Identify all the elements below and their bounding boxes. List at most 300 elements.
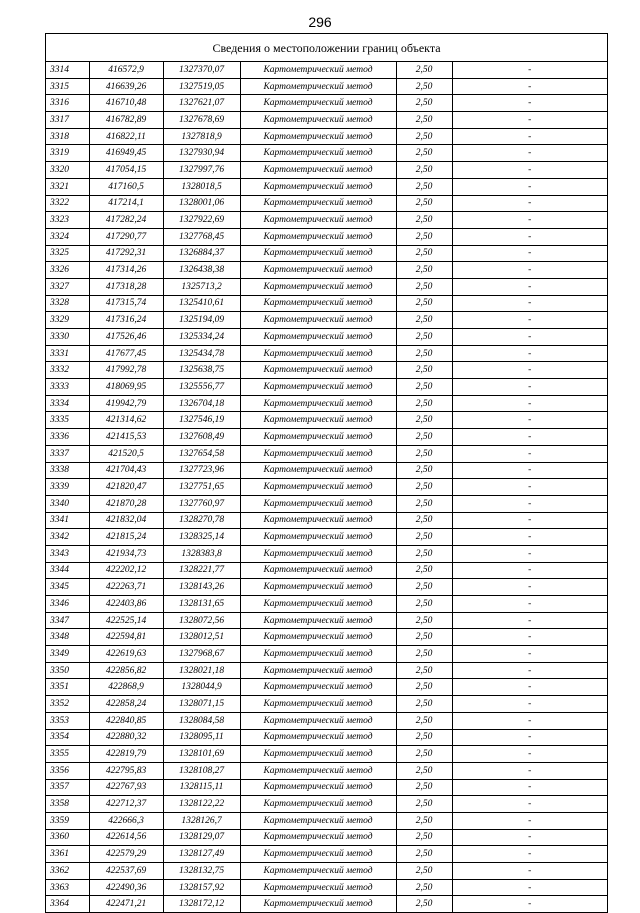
point-number-cell: 3336 xyxy=(46,429,89,446)
note-cell: - xyxy=(452,278,607,295)
x-coordinate-cell: 417160,5 xyxy=(89,178,163,195)
point-number-cell: 3338 xyxy=(46,462,89,479)
point-number-cell: 3345 xyxy=(46,579,89,596)
point-number-cell: 3327 xyxy=(46,278,89,295)
point-number-cell: 3339 xyxy=(46,479,89,496)
method-cell: Картометрический метод xyxy=(240,779,396,796)
y-coordinate-cell: 1328018,5 xyxy=(163,178,240,195)
table-row xyxy=(46,462,607,479)
point-number-cell: 3330 xyxy=(46,329,89,346)
note-cell: - xyxy=(452,362,607,379)
accuracy-cell: 2,50 xyxy=(396,545,452,562)
y-coordinate-cell: 1325638,75 xyxy=(163,362,240,379)
x-coordinate-cell: 417290,77 xyxy=(89,228,163,245)
method-cell: Картометрический метод xyxy=(240,245,396,262)
point-number-cell: 3323 xyxy=(46,212,89,229)
point-number-cell: 3352 xyxy=(46,696,89,713)
note-cell: - xyxy=(452,646,607,663)
y-coordinate-cell: 1328127,49 xyxy=(163,846,240,863)
y-coordinate-cell: 1328157,92 xyxy=(163,879,240,896)
point-number-cell: 3364 xyxy=(46,896,89,912)
y-coordinate-cell: 1327818,9 xyxy=(163,128,240,145)
table-row xyxy=(46,646,607,663)
method-cell: Картометрический метод xyxy=(240,295,396,312)
note-cell: - xyxy=(452,462,607,479)
point-number-cell: 3347 xyxy=(46,612,89,629)
note-cell: - xyxy=(452,345,607,362)
x-coordinate-cell: 422856,82 xyxy=(89,662,163,679)
point-number-cell: 3318 xyxy=(46,128,89,145)
accuracy-cell: 2,50 xyxy=(396,512,452,529)
accuracy-cell: 2,50 xyxy=(396,178,452,195)
method-cell: Картометрический метод xyxy=(240,379,396,396)
method-cell: Картометрический метод xyxy=(240,579,396,596)
x-coordinate-cell: 422579,29 xyxy=(89,846,163,863)
point-number-cell: 3320 xyxy=(46,162,89,179)
table-row xyxy=(46,596,607,613)
x-coordinate-cell: 417316,24 xyxy=(89,312,163,329)
y-coordinate-cell: 1325410,61 xyxy=(163,295,240,312)
x-coordinate-cell: 416782,89 xyxy=(89,112,163,129)
accuracy-cell: 2,50 xyxy=(396,579,452,596)
table-row xyxy=(46,512,607,529)
note-cell: - xyxy=(452,679,607,696)
y-coordinate-cell: 1328044,9 xyxy=(163,679,240,696)
y-coordinate-cell: 1328383,8 xyxy=(163,545,240,562)
note-cell: - xyxy=(452,178,607,195)
note-cell: - xyxy=(452,145,607,162)
point-number-cell: 3342 xyxy=(46,529,89,546)
x-coordinate-cell: 422840,85 xyxy=(89,712,163,729)
accuracy-cell: 2,50 xyxy=(396,345,452,362)
x-coordinate-cell: 422795,83 xyxy=(89,762,163,779)
accuracy-cell: 2,50 xyxy=(396,896,452,912)
accuracy-cell: 2,50 xyxy=(396,212,452,229)
y-coordinate-cell: 1325434,78 xyxy=(163,345,240,362)
note-cell: - xyxy=(452,295,607,312)
table-row xyxy=(46,345,607,362)
accuracy-cell: 2,50 xyxy=(396,312,452,329)
note-cell: - xyxy=(452,445,607,462)
method-cell: Картометрический метод xyxy=(240,712,396,729)
y-coordinate-cell: 1327546,19 xyxy=(163,412,240,429)
table-row xyxy=(46,679,607,696)
method-cell: Картометрический метод xyxy=(240,545,396,562)
point-number-cell: 3346 xyxy=(46,596,89,613)
boundary-table xyxy=(45,33,608,913)
y-coordinate-cell: 1326438,38 xyxy=(163,262,240,279)
y-coordinate-cell: 1327922,69 xyxy=(163,212,240,229)
accuracy-cell: 2,50 xyxy=(396,779,452,796)
method-cell: Картометрический метод xyxy=(240,145,396,162)
note-cell: - xyxy=(452,779,607,796)
accuracy-cell: 2,50 xyxy=(396,479,452,496)
note-cell: - xyxy=(452,562,607,579)
point-number-cell: 3325 xyxy=(46,245,89,262)
table-row xyxy=(46,429,607,446)
x-coordinate-cell: 416639,26 xyxy=(89,78,163,95)
point-number-cell: 3344 xyxy=(46,562,89,579)
note-cell: - xyxy=(452,762,607,779)
table-row xyxy=(46,829,607,846)
accuracy-cell: 2,50 xyxy=(396,646,452,663)
note-cell: - xyxy=(452,896,607,912)
method-cell: Картометрический метод xyxy=(240,429,396,446)
note-cell: - xyxy=(452,579,607,596)
note-cell: - xyxy=(452,696,607,713)
table-row xyxy=(46,629,607,646)
note-cell: - xyxy=(452,479,607,496)
y-coordinate-cell: 1327968,67 xyxy=(163,646,240,663)
table-row xyxy=(46,779,607,796)
table-row xyxy=(46,662,607,679)
y-coordinate-cell: 1328129,07 xyxy=(163,829,240,846)
note-cell: - xyxy=(452,395,607,412)
x-coordinate-cell: 422537,69 xyxy=(89,863,163,880)
note-cell: - xyxy=(452,512,607,529)
x-coordinate-cell: 416949,45 xyxy=(89,145,163,162)
method-cell: Картометрический метод xyxy=(240,529,396,546)
accuracy-cell: 2,50 xyxy=(396,696,452,713)
note-cell: - xyxy=(452,62,607,78)
accuracy-cell: 2,50 xyxy=(396,712,452,729)
x-coordinate-cell: 422619,63 xyxy=(89,646,163,663)
method-cell: Картометрический метод xyxy=(240,646,396,663)
point-number-cell: 3355 xyxy=(46,746,89,763)
table-row xyxy=(46,195,607,212)
point-number-cell: 3332 xyxy=(46,362,89,379)
x-coordinate-cell: 416710,48 xyxy=(89,95,163,112)
x-coordinate-cell: 417677,45 xyxy=(89,345,163,362)
table-row xyxy=(46,245,607,262)
accuracy-cell: 2,50 xyxy=(396,395,452,412)
accuracy-cell: 2,50 xyxy=(396,329,452,346)
method-cell: Картометрический метод xyxy=(240,462,396,479)
point-number-cell: 3350 xyxy=(46,662,89,679)
x-coordinate-cell: 417526,46 xyxy=(89,329,163,346)
method-cell: Картометрический метод xyxy=(240,78,396,95)
y-coordinate-cell: 1328131,65 xyxy=(163,596,240,613)
accuracy-cell: 2,50 xyxy=(396,812,452,829)
x-coordinate-cell: 422819,79 xyxy=(89,746,163,763)
table-row xyxy=(46,712,607,729)
coordinates-table xyxy=(46,62,607,912)
y-coordinate-cell: 1328172,12 xyxy=(163,896,240,912)
accuracy-cell: 2,50 xyxy=(396,95,452,112)
y-coordinate-cell: 1328270,78 xyxy=(163,512,240,529)
x-coordinate-cell: 422202,12 xyxy=(89,562,163,579)
y-coordinate-cell: 1327621,07 xyxy=(163,95,240,112)
point-number-cell: 3363 xyxy=(46,879,89,896)
note-cell: - xyxy=(452,212,607,229)
accuracy-cell: 2,50 xyxy=(396,362,452,379)
x-coordinate-cell: 422594,81 xyxy=(89,629,163,646)
point-number-cell: 3329 xyxy=(46,312,89,329)
table-row xyxy=(46,896,607,912)
table-row xyxy=(46,495,607,512)
method-cell: Картометрический метод xyxy=(240,412,396,429)
table-row xyxy=(46,395,607,412)
point-number-cell: 3315 xyxy=(46,78,89,95)
point-number-cell: 3321 xyxy=(46,178,89,195)
accuracy-cell: 2,50 xyxy=(396,145,452,162)
accuracy-cell: 2,50 xyxy=(396,379,452,396)
table-row xyxy=(46,863,607,880)
x-coordinate-cell: 422666,3 xyxy=(89,812,163,829)
note-cell: - xyxy=(452,262,607,279)
point-number-cell: 3319 xyxy=(46,145,89,162)
y-coordinate-cell: 1326704,18 xyxy=(163,395,240,412)
accuracy-cell: 2,50 xyxy=(396,729,452,746)
y-coordinate-cell: 1327723,96 xyxy=(163,462,240,479)
point-number-cell: 3349 xyxy=(46,646,89,663)
point-number-cell: 3360 xyxy=(46,829,89,846)
x-coordinate-cell: 422767,93 xyxy=(89,779,163,796)
note-cell: - xyxy=(452,95,607,112)
x-coordinate-cell: 417314,26 xyxy=(89,262,163,279)
point-number-cell: 3351 xyxy=(46,679,89,696)
x-coordinate-cell: 417992,78 xyxy=(89,362,163,379)
table-row xyxy=(46,796,607,813)
method-cell: Картометрический метод xyxy=(240,212,396,229)
note-cell: - xyxy=(452,662,607,679)
method-cell: Картометрический метод xyxy=(240,812,396,829)
y-coordinate-cell: 1328122,22 xyxy=(163,796,240,813)
y-coordinate-cell: 1328021,18 xyxy=(163,662,240,679)
accuracy-cell: 2,50 xyxy=(396,629,452,646)
method-cell: Картометрический метод xyxy=(240,762,396,779)
x-coordinate-cell: 422471,21 xyxy=(89,896,163,912)
table-row xyxy=(46,762,607,779)
method-cell: Картометрический метод xyxy=(240,829,396,846)
x-coordinate-cell: 422614,56 xyxy=(89,829,163,846)
x-coordinate-cell: 421820,47 xyxy=(89,479,163,496)
x-coordinate-cell: 421704,43 xyxy=(89,462,163,479)
y-coordinate-cell: 1328072,56 xyxy=(163,612,240,629)
note-cell: - xyxy=(452,78,607,95)
accuracy-cell: 2,50 xyxy=(396,863,452,880)
table-row xyxy=(46,112,607,129)
method-cell: Картометрический метод xyxy=(240,679,396,696)
y-coordinate-cell: 1325713,2 xyxy=(163,278,240,295)
y-coordinate-cell: 1327760,97 xyxy=(163,495,240,512)
note-cell: - xyxy=(452,629,607,646)
point-number-cell: 3357 xyxy=(46,779,89,796)
method-cell: Картометрический метод xyxy=(240,629,396,646)
table-row xyxy=(46,729,607,746)
x-coordinate-cell: 417214,1 xyxy=(89,195,163,212)
table-row xyxy=(46,812,607,829)
x-coordinate-cell: 417292,31 xyxy=(89,245,163,262)
point-number-cell: 3340 xyxy=(46,495,89,512)
table-row xyxy=(46,362,607,379)
x-coordinate-cell: 416822,11 xyxy=(89,128,163,145)
table-row xyxy=(46,545,607,562)
y-coordinate-cell: 1327930,94 xyxy=(163,145,240,162)
y-coordinate-cell: 1327519,05 xyxy=(163,78,240,95)
accuracy-cell: 2,50 xyxy=(396,245,452,262)
y-coordinate-cell: 1328221,77 xyxy=(163,562,240,579)
table-body xyxy=(46,62,607,912)
accuracy-cell: 2,50 xyxy=(396,679,452,696)
x-coordinate-cell: 421832,04 xyxy=(89,512,163,529)
accuracy-cell: 2,50 xyxy=(396,295,452,312)
y-coordinate-cell: 1328095,11 xyxy=(163,729,240,746)
table-row xyxy=(46,178,607,195)
x-coordinate-cell: 419942,79 xyxy=(89,395,163,412)
point-number-cell: 3361 xyxy=(46,846,89,863)
point-number-cell: 3334 xyxy=(46,395,89,412)
y-coordinate-cell: 1328126,7 xyxy=(163,812,240,829)
y-coordinate-cell: 1328012,51 xyxy=(163,629,240,646)
method-cell: Картометрический метод xyxy=(240,178,396,195)
note-cell: - xyxy=(452,796,607,813)
method-cell: Картометрический метод xyxy=(240,329,396,346)
table-row xyxy=(46,312,607,329)
method-cell: Картометрический метод xyxy=(240,228,396,245)
x-coordinate-cell: 421520,5 xyxy=(89,445,163,462)
method-cell: Картометрический метод xyxy=(240,729,396,746)
method-cell: Картометрический метод xyxy=(240,479,396,496)
note-cell: - xyxy=(452,329,607,346)
x-coordinate-cell: 422868,9 xyxy=(89,679,163,696)
y-coordinate-cell: 1327370,07 xyxy=(163,62,240,78)
x-coordinate-cell: 417054,15 xyxy=(89,162,163,179)
accuracy-cell: 2,50 xyxy=(396,445,452,462)
accuracy-cell: 2,50 xyxy=(396,429,452,446)
point-number-cell: 3335 xyxy=(46,412,89,429)
note-cell: - xyxy=(452,612,607,629)
table-row xyxy=(46,212,607,229)
accuracy-cell: 2,50 xyxy=(396,462,452,479)
method-cell: Картометрический метод xyxy=(240,879,396,896)
accuracy-cell: 2,50 xyxy=(396,128,452,145)
point-number-cell: 3356 xyxy=(46,762,89,779)
method-cell: Картометрический метод xyxy=(240,395,396,412)
accuracy-cell: 2,50 xyxy=(396,846,452,863)
point-number-cell: 3331 xyxy=(46,345,89,362)
note-cell: - xyxy=(452,596,607,613)
table-row xyxy=(46,228,607,245)
table-row xyxy=(46,262,607,279)
y-coordinate-cell: 1328071,15 xyxy=(163,696,240,713)
accuracy-cell: 2,50 xyxy=(396,495,452,512)
x-coordinate-cell: 422880,32 xyxy=(89,729,163,746)
point-number-cell: 3316 xyxy=(46,95,89,112)
table-row xyxy=(46,696,607,713)
accuracy-cell: 2,50 xyxy=(396,412,452,429)
point-number-cell: 3326 xyxy=(46,262,89,279)
note-cell: - xyxy=(452,245,607,262)
accuracy-cell: 2,50 xyxy=(396,278,452,295)
y-coordinate-cell: 1328115,11 xyxy=(163,779,240,796)
y-coordinate-cell: 1328108,27 xyxy=(163,762,240,779)
point-number-cell: 3333 xyxy=(46,379,89,396)
accuracy-cell: 2,50 xyxy=(396,662,452,679)
table-row xyxy=(46,746,607,763)
table-row xyxy=(46,879,607,896)
page-number: 296 xyxy=(308,14,332,30)
y-coordinate-cell: 1325556,77 xyxy=(163,379,240,396)
method-cell: Картометрический метод xyxy=(240,896,396,912)
x-coordinate-cell: 421870,28 xyxy=(89,495,163,512)
note-cell: - xyxy=(452,846,607,863)
method-cell: Картометрический метод xyxy=(240,512,396,529)
table-row xyxy=(46,445,607,462)
method-cell: Картометрический метод xyxy=(240,746,396,763)
note-cell: - xyxy=(452,863,607,880)
table-row xyxy=(46,412,607,429)
table-row xyxy=(46,612,607,629)
y-coordinate-cell: 1325194,09 xyxy=(163,312,240,329)
table-row xyxy=(46,329,607,346)
note-cell: - xyxy=(452,412,607,429)
y-coordinate-cell: 1327678,69 xyxy=(163,112,240,129)
table-row xyxy=(46,562,607,579)
accuracy-cell: 2,50 xyxy=(396,746,452,763)
point-number-cell: 3324 xyxy=(46,228,89,245)
table-row xyxy=(46,278,607,295)
y-coordinate-cell: 1328084,58 xyxy=(163,712,240,729)
accuracy-cell: 2,50 xyxy=(396,596,452,613)
method-cell: Картометрический метод xyxy=(240,612,396,629)
table-row xyxy=(46,295,607,312)
method-cell: Картометрический метод xyxy=(240,278,396,295)
note-cell: - xyxy=(452,195,607,212)
y-coordinate-cell: 1328132,75 xyxy=(163,863,240,880)
accuracy-cell: 2,50 xyxy=(396,162,452,179)
point-number-cell: 3362 xyxy=(46,863,89,880)
accuracy-cell: 2,50 xyxy=(396,879,452,896)
method-cell: Картометрический метод xyxy=(240,262,396,279)
x-coordinate-cell: 417282,24 xyxy=(89,212,163,229)
y-coordinate-cell: 1328101,69 xyxy=(163,746,240,763)
x-coordinate-cell: 417315,74 xyxy=(89,295,163,312)
method-cell: Картометрический метод xyxy=(240,62,396,78)
note-cell: - xyxy=(452,312,607,329)
y-coordinate-cell: 1328325,14 xyxy=(163,529,240,546)
note-cell: - xyxy=(452,712,607,729)
x-coordinate-cell: 421415,53 xyxy=(89,429,163,446)
point-number-cell: 3328 xyxy=(46,295,89,312)
table-row xyxy=(46,846,607,863)
table-title: Сведения о местоположении границ объекта xyxy=(46,34,607,62)
note-cell: - xyxy=(452,529,607,546)
table-row xyxy=(46,62,607,78)
note-cell: - xyxy=(452,829,607,846)
method-cell: Картометрический метод xyxy=(240,362,396,379)
accuracy-cell: 2,50 xyxy=(396,78,452,95)
x-coordinate-cell: 418069,95 xyxy=(89,379,163,396)
point-number-cell: 3337 xyxy=(46,445,89,462)
note-cell: - xyxy=(452,746,607,763)
y-coordinate-cell: 1325334,24 xyxy=(163,329,240,346)
note-cell: - xyxy=(452,379,607,396)
y-coordinate-cell: 1327768,45 xyxy=(163,228,240,245)
note-cell: - xyxy=(452,879,607,896)
accuracy-cell: 2,50 xyxy=(396,195,452,212)
table-row xyxy=(46,145,607,162)
y-coordinate-cell: 1327997,76 xyxy=(163,162,240,179)
point-number-cell: 3354 xyxy=(46,729,89,746)
method-cell: Картометрический метод xyxy=(240,162,396,179)
method-cell: Картометрический метод xyxy=(240,596,396,613)
note-cell: - xyxy=(452,162,607,179)
accuracy-cell: 2,50 xyxy=(396,829,452,846)
point-number-cell: 3314 xyxy=(46,62,89,78)
accuracy-cell: 2,50 xyxy=(396,62,452,78)
x-coordinate-cell: 422263,71 xyxy=(89,579,163,596)
